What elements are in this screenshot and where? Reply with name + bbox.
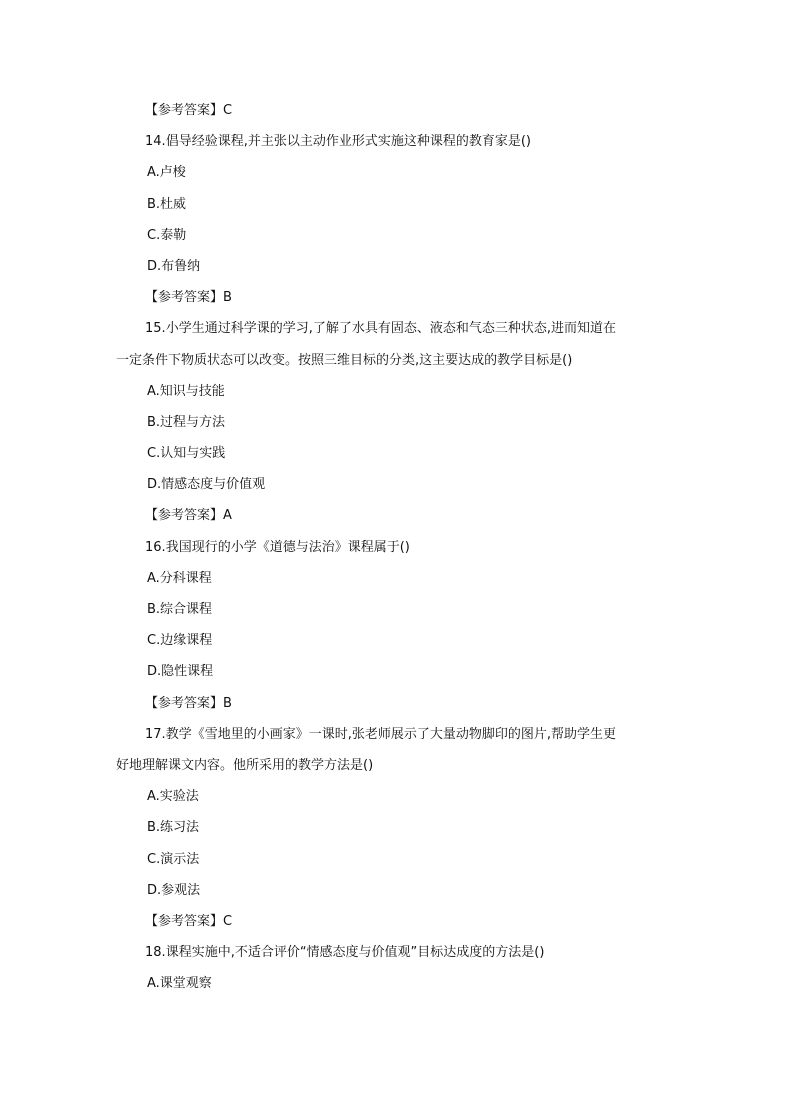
answer-option: A.知识与技能	[147, 383, 225, 399]
answer-option: C.泰勒	[147, 227, 187, 243]
question-stem	[0, 943, 790, 974]
answer-label: 【参考答案】	[145, 913, 224, 929]
question-text: 我国现行的小学《道德与法治》课程属于()	[165, 539, 410, 555]
question-number: 16.	[145, 539, 166, 555]
answer-line	[0, 288, 790, 319]
answer-option: A.卢梭	[147, 165, 186, 181]
document-page	[0, 101, 790, 1005]
question-stem	[0, 725, 790, 756]
answer-label: 【参考答案】	[145, 103, 224, 118]
answer-value: A	[223, 508, 232, 524]
answer-option: B.练习法	[147, 820, 200, 836]
answer-option: A.分科课程	[147, 570, 212, 586]
answer-option: B.综合课程	[147, 602, 213, 617]
question-stem-continued	[0, 351, 790, 382]
answer-option: C.演示法	[147, 851, 200, 867]
question-number: 18.	[145, 945, 166, 961]
answer-option: A.课堂观察	[147, 976, 212, 992]
answer-option: A.实验法	[147, 789, 199, 805]
question-text: 一定条件下物质状态可以改变。按照三维目标的分类,这主要达成的教学目标是()	[116, 352, 573, 368]
question-stem-continued	[0, 756, 790, 787]
question-text: 倡导经验课程,并主张以主动作业形式实施这种课程的教育家是()	[165, 134, 531, 150]
question-text: 好地理解课文内容。他所采用的教学方法是()	[116, 757, 374, 773]
question-stem	[0, 132, 790, 163]
answer-line	[0, 506, 790, 537]
answer-option: C.认知与实践	[147, 446, 226, 462]
answer-value: B	[223, 290, 232, 306]
answer-label: 【参考答案】	[145, 695, 224, 711]
question-text: 小学生通过科学课的学习,了解了水具有固态、液态和气态三种状态,进而知道在	[165, 321, 616, 337]
answer-value: C	[223, 913, 233, 929]
answer-option: B.杜威	[147, 196, 187, 212]
question-number: 17.	[145, 726, 166, 742]
answer-label: 【参考答案】	[145, 290, 224, 306]
answer-line	[0, 912, 790, 943]
answer-option: D.隐性课程	[147, 664, 214, 680]
question-text: 课程实施中,不适合评价“情感态度与价值观”目标达成度的方法是()	[165, 945, 545, 961]
question-stem	[0, 319, 790, 350]
answer-line	[0, 694, 790, 725]
answer-option: D.参观法	[147, 882, 201, 898]
question-text: 教学《雪地里的小画家》一课时,张老师展示了大量动物脚印的图片,帮助学生更	[165, 726, 616, 742]
question-number: 14.	[145, 134, 166, 150]
question-stem	[0, 538, 790, 569]
answer-label: 【参考答案】	[145, 508, 224, 524]
answer-option: D.布鲁纳	[147, 258, 201, 274]
answer-option: D.情感态度与价值观	[147, 477, 266, 493]
answer-value: C	[223, 103, 233, 118]
answer-value: B	[223, 695, 232, 711]
answer-option: B.过程与方法	[147, 414, 226, 430]
question-number: 15.	[145, 321, 166, 337]
answer-option: C.边缘课程	[147, 633, 213, 649]
answer-line	[0, 101, 790, 132]
